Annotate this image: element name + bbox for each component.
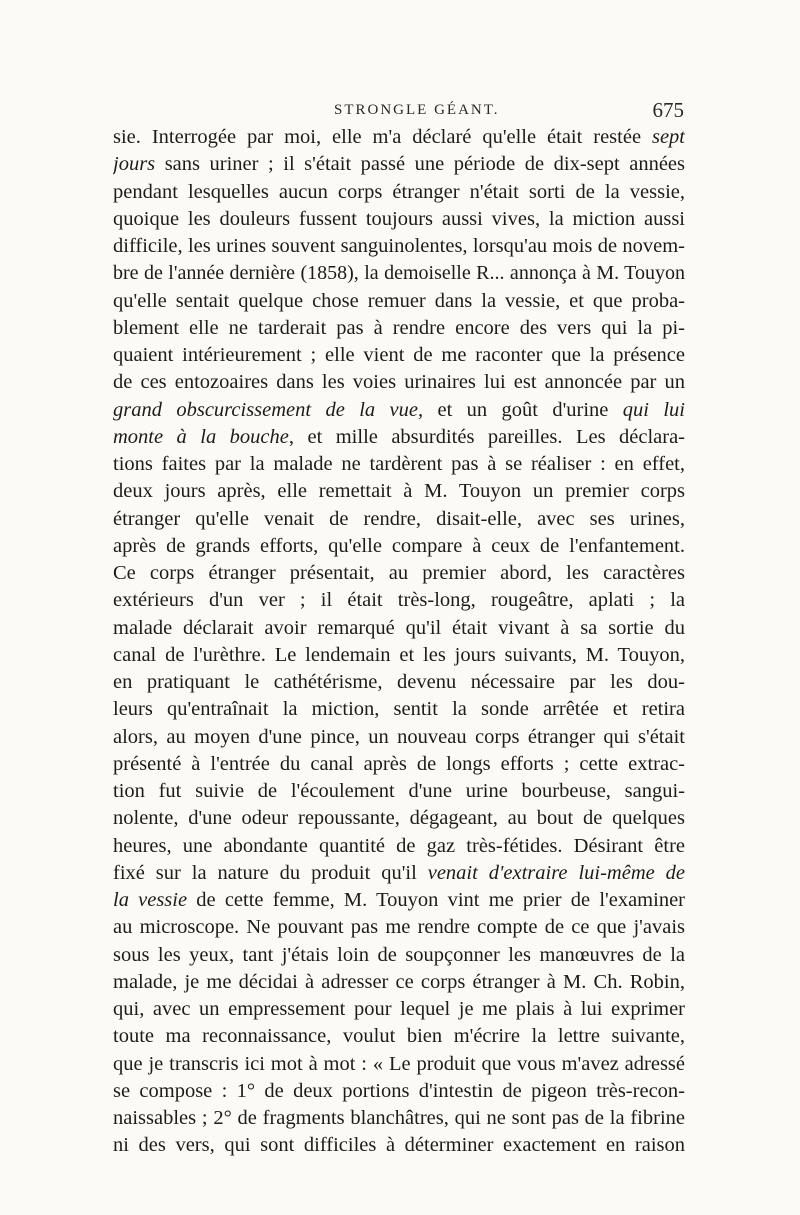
text-run: bre de l'année dernière (1858), la demoiselle R... annonça à M. Touyon <box>113 262 685 285</box>
text-run: blement elle ne tarderait pas à rendre encore des vers qui la pi- <box>113 316 685 339</box>
text-run: se compose : 1° de deux portions d'intestin de pigeon très-recon- <box>113 1079 685 1102</box>
text-line <box>113 533 685 560</box>
text-line <box>113 1078 685 1105</box>
text-line <box>113 424 685 451</box>
text-run: toute ma reconnaissance, voulut bien m'écrire la lettre suivante, <box>113 1025 685 1048</box>
italic-text: venait d'extraire lui-même de <box>427 861 685 884</box>
text-run: deux jours après, elle remettait à M. Touyon un premier corps <box>113 480 685 503</box>
text-run: extérieurs d'un ver ; il était très-long, rougeâtre, aplati ; la <box>113 589 685 612</box>
italic-text: la vessie <box>113 889 188 911</box>
text-run: pendant lesquelles aucun corps étranger n'était sorti de la vessie, <box>113 180 685 203</box>
text-run: qu'elle sentait quelque chose remuer dans la vessie, et que proba- <box>113 289 685 312</box>
italic-text: jours <box>113 153 156 176</box>
text-run: au microscope. Ne pouvant pas me rendre compte de ce que j'avais <box>113 916 685 939</box>
text-run: que je transcris ici mot à mot : « Le produit que vous m'avez adressé <box>113 1052 685 1075</box>
text-run: après de grands efforts, qu'elle compare à ceux de l'enfantement. <box>113 534 685 557</box>
text-line <box>113 1105 685 1132</box>
text-line <box>113 451 685 478</box>
text-line <box>113 288 685 315</box>
running-head: STRONGLE GÉANT. <box>334 102 500 118</box>
text-line <box>113 1132 685 1159</box>
text-line <box>113 887 685 914</box>
text-line <box>113 969 685 996</box>
text-run: quaient intérieurement ; elle vient de me raconter que la présence <box>113 344 685 366</box>
text-run: naissables ; 2° de fragments blanchâtres, qui ne sont pas de la fibrine <box>113 1107 685 1129</box>
text-line <box>113 724 685 751</box>
text-run: , et mille absurdités pareilles. Les déclara- <box>288 425 685 448</box>
text-line <box>113 805 685 832</box>
text-line <box>113 342 685 369</box>
italic-text: qui lui <box>622 398 685 421</box>
text-run: canal de l'urèthre. Le lendemain et les jours suivants, M. Touyon, <box>113 643 685 666</box>
text-run: sous les yeux, tant j'étais loin de soupçonner les manœuvres de la <box>113 943 685 966</box>
text-run: nolente, d'une odeur repoussante, dégageant, au bout de quelques <box>113 807 685 830</box>
text-line <box>113 669 685 696</box>
text-line <box>113 696 685 723</box>
text-line <box>113 751 685 778</box>
text-run: leurs qu'entraînait la miction, sentit la sonde arrêtée et retira <box>113 698 685 721</box>
text-run: en pratiquant le cathétérisme, devenu nécessaire par les dou- <box>113 671 685 693</box>
text-run: présenté à l'entrée du canal après de longs efforts ; cette extrac- <box>113 752 685 775</box>
text-run: et un goût d'urine <box>423 398 623 421</box>
text-run: sans uriner ; il s'était passé une période de dix-sept années <box>155 153 685 176</box>
text-run: tions faites par la malade ne tardèrent pas à se réaliser : en effet, <box>113 453 685 475</box>
italic-text: monte à la bouche <box>113 425 289 448</box>
text-line <box>113 833 685 860</box>
text-line <box>113 615 685 642</box>
text-line <box>113 506 685 533</box>
text-run: ni des vers, qui sont difficiles à déterminer exactement en raison <box>113 1134 685 1157</box>
text-line <box>113 587 685 614</box>
body-text <box>113 124 685 1160</box>
text-line <box>113 124 685 151</box>
text-run: quoique les douleurs fussent toujours aussi vives, la miction aussi <box>113 207 685 230</box>
text-run: malade déclarait avoir remarqué qu'il était vivant à sa sortie du <box>113 616 685 639</box>
text-line <box>113 260 685 287</box>
text-line <box>113 179 685 206</box>
italic-text: sept <box>651 126 685 148</box>
text-run: alors, au moyen d'une pince, un nouveau corps étranger qui s'était <box>113 725 685 748</box>
text-line <box>113 642 685 669</box>
text-line <box>113 914 685 941</box>
text-run: tion fut suivie de l'écoulement d'une urine bourbeuse, sangui- <box>113 780 685 802</box>
text-run: heures, une abondante quantité de gaz très-fétides. Désirant être <box>113 834 685 857</box>
text-line <box>113 1023 685 1050</box>
text-line <box>113 996 685 1023</box>
text-line <box>113 778 685 805</box>
text-run: fixé sur la nature du produit qu'il <box>113 861 428 884</box>
text-line <box>113 860 685 887</box>
text-line <box>113 478 685 505</box>
text-run: étranger qu'elle venait de rendre, disait-elle, avec ses urines, <box>113 507 685 530</box>
text-run: de ces entozoaires dans les voies urinaires lui est annoncée par un <box>113 371 685 394</box>
text-line <box>113 206 685 233</box>
italic-text: grand obscurcissement de la vue, <box>113 398 424 421</box>
text-run: malade, je me décidai à adresser ce corps étranger à M. Ch. Robin, <box>113 970 685 993</box>
text-run: difficile, les urines souvent sanguinolentes, lorsqu'au mois de novem- <box>113 235 685 257</box>
text-run: qui, avec un empressement pour lequel je me plais à lui exprimer <box>113 998 685 1020</box>
text-run: de cette femme, M. Touyon vint me prier de l'examiner <box>187 889 685 911</box>
text-line <box>113 315 685 342</box>
text-line <box>113 369 685 396</box>
text-run: sie. Interrogée par moi, elle m'a déclaré qu'elle était restée <box>113 126 652 148</box>
text-line <box>113 151 685 178</box>
text-line <box>113 233 685 260</box>
text-line <box>113 560 685 587</box>
page-number: 675 <box>652 98 684 122</box>
text-line <box>113 397 685 424</box>
text-line <box>113 942 685 969</box>
text-run: Ce corps étranger présentait, au premier abord, les caractères <box>113 562 685 584</box>
text-line <box>113 1051 685 1078</box>
